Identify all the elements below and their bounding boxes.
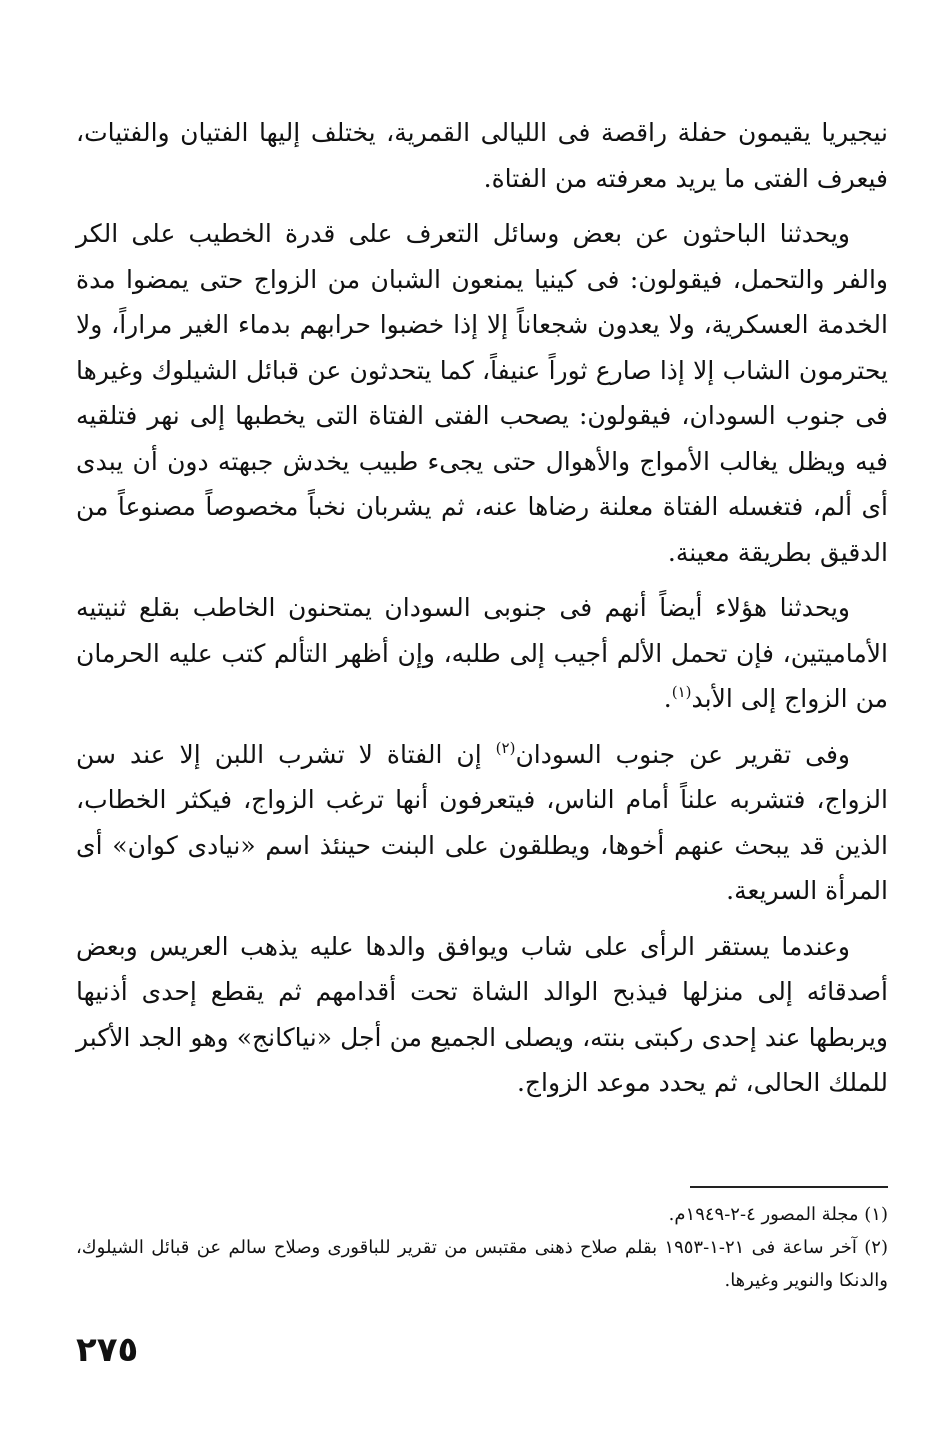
- paragraph-4-start: وفى تقرير عن جنوب السودان: [515, 739, 850, 769]
- paragraph-5-text: وعندما يستقر الرأى على شاب ويوافق والدها عليه يذهب العريس وبعض أصدقائه إلى منزلها فيذبح الوالد الشاة تحت أقدامهم ثم يقطع إحدى أذنيها ويربطها عند إحدى ركبتى بنته، ويصلى الجميع من أجل «نياكانج» وهو الجد الأكبر للملك الحالى، ثم يحدد موعد الزواج.: [76, 931, 888, 1097]
- footnote-2: (٢) آخر ساعة فى ٢١-١-١٩٥٣ بقلم صلاح ذهنى مقتبس من تقرير للباقورى وصلاح سالم عن قبائل الشيلوك، والدنكا والنوير وغيرها.: [76, 1237, 888, 1291]
- paragraph-1-text: نيجيريا يقيمون حفلة راقصة فى الليالى القمرية، يختلف إليها الفتيان والفتيات، فيعرف الفتى ما يريد معرفته من الفتاة.: [76, 118, 888, 193]
- paragraph-4-text: إن الفتاة لا تشرب اللبن إلا عند سن الزواج، فتشربه علناً أمام الناس، فيتعرفون أنها ترغب الزواج، فيكثر الخطاب، الذين قد يبحث عنهم أخوها، ويطلقون على البنت حينئذ اسم «نيادى كوان» أى المرأة السريعة.: [76, 739, 888, 905]
- paragraph-2-text: ويحدثنا الباحثون عن بعض وسائل التعرف على قدرة الخطيب على الكر والفر والتحمل، فيقولون: فى كينيا يمنعون الشبان من الزواج حتى يمضوا مدة الخدمة العسكرية، ولا يعدون شجعاناً إلا إذا خضبوا حرابهم بدماء الغير مراراً، ولا يحترمون الشاب إلا إذا صارع ثوراً عنيفاً، كما يتحدثون عن قبائل الشيلوك وغيرها فى جنوب السودان، فيقولون: يصحب الفتى الفتاة التى يخطبها إلى نهر فتلقيه فيه ويظل يغالب الأمواج والأهوال حتى يجىء طبيب يخدش جبهته دون أن يبدى أى ألم، فتغسله الفتاة معلنة رضاها عنه، ثم يشربان نخباً مخصوصاً مصنوعاً من الدقيق بطريقة معينة.: [76, 219, 888, 567]
- footnote-ref-2: (٢): [495, 738, 516, 757]
- paragraph-1: [76, 110, 888, 201]
- footnote-ref-1: (١): [671, 683, 692, 701]
- footnote-1: (١) مجلة المصور ٤-٢-١٩٤٩م.: [668, 1204, 888, 1225]
- paragraph-4: [76, 732, 888, 914]
- paragraph-3: [76, 585, 888, 722]
- footnote-separator: [690, 1186, 888, 1188]
- paragraph-5: [76, 924, 888, 1106]
- body-text: [76, 110, 888, 1116]
- footnotes: [76, 1198, 888, 1297]
- paragraph-3-end: .: [663, 684, 672, 713]
- page-number: ٢٧٥: [76, 1330, 139, 1370]
- paragraph-2: [76, 211, 888, 575]
- paragraph-3-text: ويحدثنا هؤلاء أيضاً أنهم فى جنوبى السودان يمتحنون الخاطب بقلع ثنيتيه الأماميتين، فإن تحمل الألم أجيب إلى طلبه، وإن أظهر التألم كتب عليه الحرمان من الزواج إلى الأبد: [76, 593, 888, 713]
